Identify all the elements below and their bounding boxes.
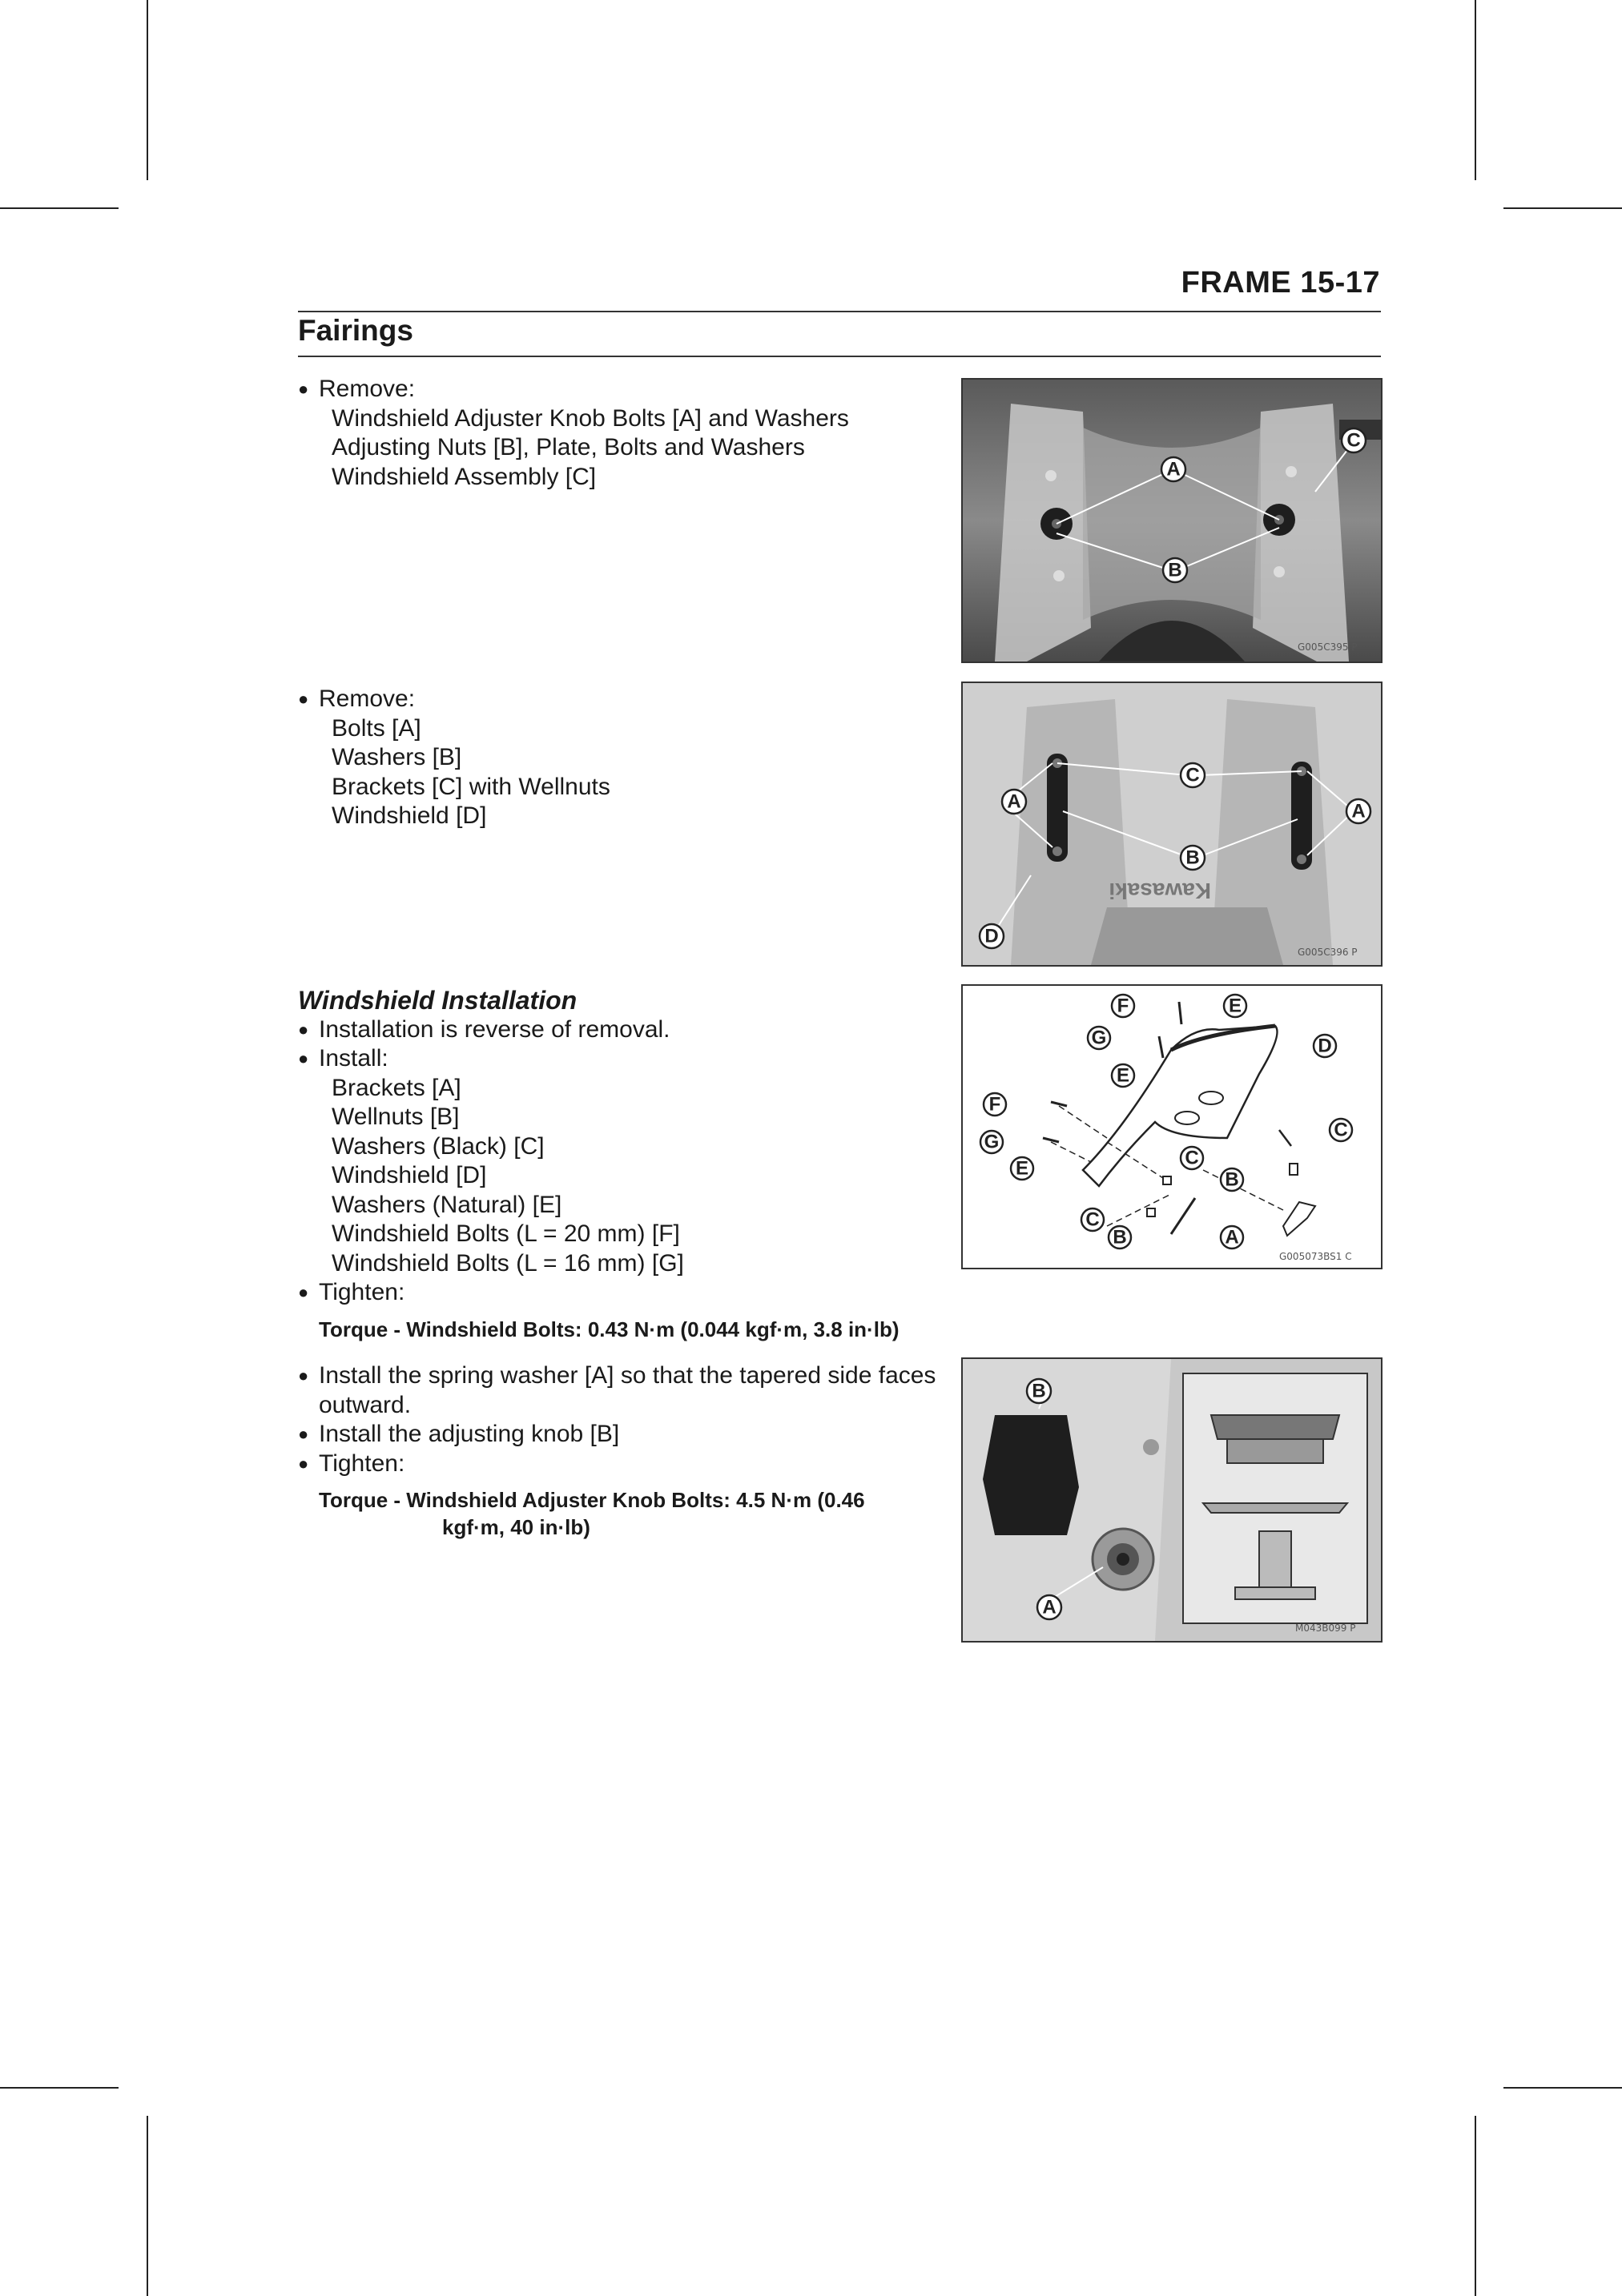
figure-exploded-diagram <box>961 984 1383 1269</box>
figure-code: M043B099 P <box>1295 1622 1356 1634</box>
list-item: Windshield [D] <box>332 802 487 829</box>
callout-label: C <box>1334 1119 1348 1141</box>
figure-windshield-knobs <box>961 378 1383 663</box>
kawasaki-logo: Kawasaki <box>1109 879 1211 903</box>
torque-spec: Torque - Windshield Bolts: 0.43 N·m (0.044 kgf·m, 3.8 in·lb) <box>319 1317 900 1341</box>
callout-label: A <box>1351 800 1366 822</box>
callout-label: G <box>1091 1027 1107 1049</box>
callout-label: C <box>1085 1208 1100 1231</box>
windshield-installation <box>298 986 899 1343</box>
bullet-continuation: outward. <box>319 1391 412 1418</box>
callout-label: C <box>1185 1147 1199 1169</box>
figure-code: G005C396 P <box>1298 947 1358 958</box>
list-item: Washers [B] <box>332 744 462 770</box>
callout-label: B <box>1032 1380 1046 1402</box>
crop-mark <box>0 207 119 209</box>
list-item: Windshield Adjuster Knob Bolts [A] and Washers <box>332 404 849 432</box>
list-item: Wellnuts [B] <box>332 1104 460 1130</box>
callout-label: D <box>1318 1035 1332 1057</box>
crop-mark <box>1503 2087 1622 2089</box>
list-item: Windshield Assembly [C] <box>332 463 597 490</box>
list-item: Washers (Black) [C] <box>332 1132 545 1160</box>
list-item: Brackets [C] with Wellnuts <box>332 773 610 800</box>
callout-label: A <box>1166 458 1181 481</box>
callout-label: A <box>1042 1596 1057 1618</box>
crop-mark <box>0 2087 119 2089</box>
callout-label: F <box>1117 995 1129 1017</box>
callout-label: B <box>1225 1168 1239 1191</box>
list-item: Bolts [A] <box>332 714 421 742</box>
callout-label: B <box>1113 1226 1127 1249</box>
bullet-tighten: ● Tighten: <box>298 1278 899 1308</box>
callout-label: E <box>1015 1157 1029 1180</box>
figure-code: G005C395 P <box>1298 641 1358 653</box>
crop-mark <box>147 2116 148 2296</box>
torque-spec: Torque - Windshield Adjuster Knob Bolts: 4.5 N·m (0.46 <box>319 1488 865 1512</box>
callout-label: E <box>1116 1064 1130 1087</box>
list-item: Windshield Bolts (L = 20 mm) [F] <box>332 1220 680 1247</box>
removal-step-2 <box>298 685 610 831</box>
bullet-text: ● Install the adjusting knob [B] <box>298 1420 936 1450</box>
bullet-tighten: ● Tighten: <box>298 1450 936 1479</box>
bullet-remove: ● Remove: <box>298 685 610 714</box>
list-item: Washers (Natural) [E] <box>332 1191 562 1218</box>
list-item: Brackets [A] <box>332 1074 461 1101</box>
callout-label: E <box>1228 995 1242 1017</box>
crop-mark <box>1475 0 1476 180</box>
crop-mark <box>1503 207 1622 209</box>
bullet-text: ● Installation is reverse of removal. <box>298 1015 899 1045</box>
callout-label: B <box>1168 559 1182 581</box>
figure-code: G005073BS1 C <box>1279 1251 1352 1262</box>
header-rule <box>298 311 1381 312</box>
removal-step-1 <box>298 375 849 492</box>
bullet-remove: ● Remove: <box>298 375 849 404</box>
figure-windshield-brackets <box>961 682 1383 967</box>
installation-heading: Windshield Installation <box>298 986 578 1015</box>
adjuster-knob-installation <box>298 1361 936 1541</box>
callout-label: F <box>988 1093 1001 1116</box>
crop-mark <box>147 0 148 180</box>
callout-label: B <box>1185 846 1200 869</box>
page-title: FRAME 15-17 <box>1181 266 1380 300</box>
callout-label: C <box>1346 429 1361 452</box>
crop-mark <box>1475 2116 1476 2296</box>
list-item: Windshield Bolts (L = 16 mm) [G] <box>332 1249 684 1277</box>
callout-label: A <box>1007 790 1021 813</box>
torque-spec-continuation: kgf·m, 40 in·lb) <box>442 1515 590 1539</box>
callout-label: D <box>984 925 999 947</box>
callout-label: A <box>1225 1226 1239 1249</box>
list-item: Windshield [D] <box>332 1162 487 1188</box>
list-item: Adjusting Nuts [B], Plate, Bolts and Washers <box>332 434 805 460</box>
figure-adjuster-knob <box>961 1357 1383 1643</box>
bullet-install: ● Install: <box>298 1044 899 1074</box>
callout-label: G <box>984 1131 1000 1153</box>
section-rule <box>298 356 1381 357</box>
bullet-text: ● Install the spring washer [A] so that the tapered side faces <box>298 1361 936 1391</box>
section-title: Fairings <box>298 314 413 347</box>
callout-label: C <box>1185 764 1200 786</box>
